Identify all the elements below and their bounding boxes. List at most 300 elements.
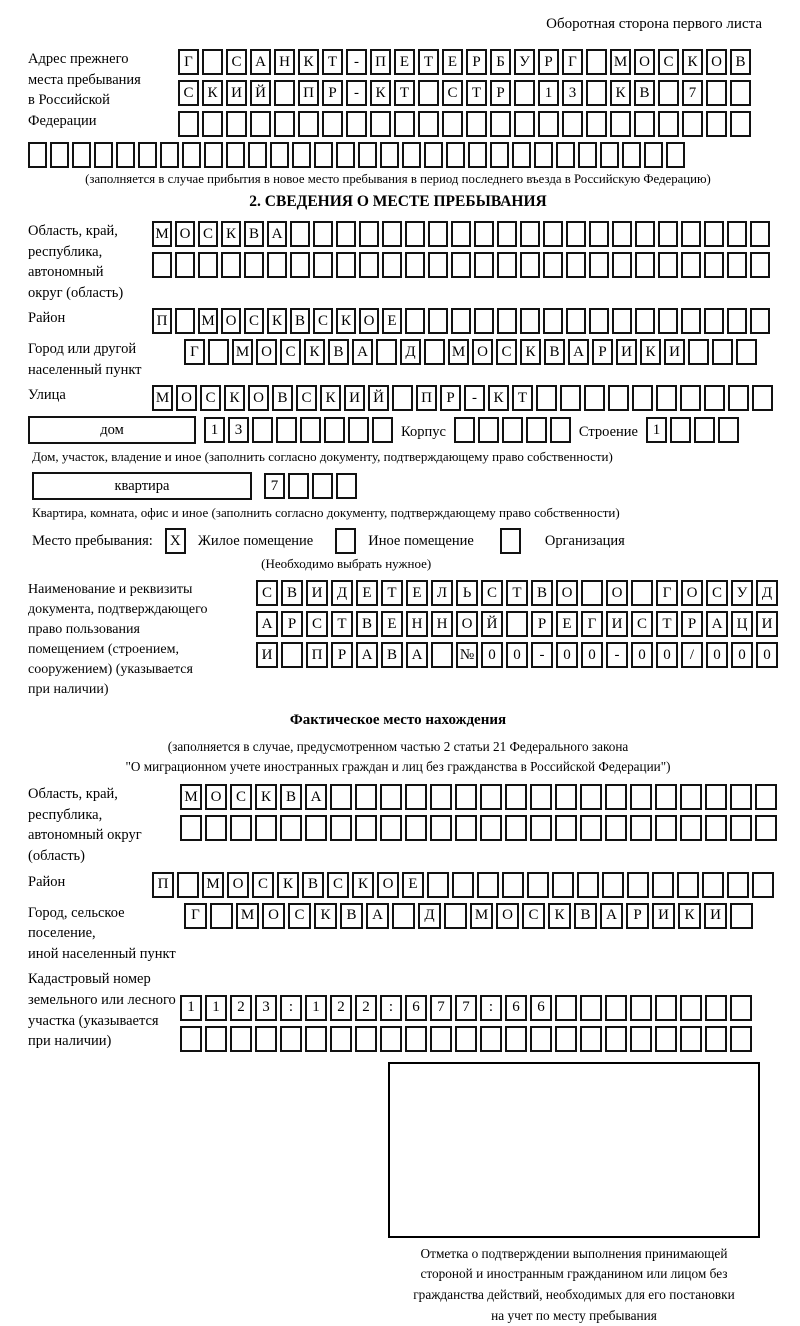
char-cell: Р	[466, 49, 487, 75]
char-cell	[305, 815, 327, 841]
char-cell	[520, 221, 540, 247]
char-cell: Г	[581, 611, 603, 637]
char-cell	[497, 252, 517, 278]
char-cell: 7	[264, 473, 285, 499]
actual-region-row-2	[180, 815, 777, 841]
char-cell	[312, 473, 333, 499]
char-cell	[630, 1026, 652, 1052]
char-cell	[580, 784, 602, 810]
char-cell	[530, 784, 552, 810]
char-cell: С	[178, 80, 199, 106]
char-cell	[451, 221, 471, 247]
char-cell	[658, 308, 678, 334]
char-cell	[468, 142, 487, 168]
char-cell: Е	[356, 580, 378, 606]
char-cell	[704, 221, 724, 247]
char-cell: В	[634, 80, 655, 106]
char-cell	[670, 417, 691, 443]
char-cell	[480, 815, 502, 841]
char-cell	[727, 252, 747, 278]
char-cell: Е	[394, 49, 415, 75]
char-cell: А	[250, 49, 271, 75]
char-cell	[605, 784, 627, 810]
char-cell	[355, 784, 377, 810]
char-cell: Р	[440, 385, 461, 411]
char-cell	[580, 815, 602, 841]
char-cell: С	[288, 903, 311, 929]
char-cell	[750, 221, 770, 247]
char-cell: О	[496, 903, 519, 929]
district-label: Район	[28, 310, 66, 327]
char-cell: И	[226, 80, 247, 106]
char-cell	[555, 1026, 577, 1052]
char-cell: К	[678, 903, 701, 929]
korpus-grid	[454, 417, 571, 443]
char-cell	[208, 339, 229, 365]
char-cell	[427, 872, 449, 898]
char-cell: К	[314, 903, 337, 929]
house-type-box: дом	[28, 416, 196, 444]
char-cell: 6	[405, 995, 427, 1021]
char-cell	[534, 142, 553, 168]
char-cell: О	[175, 221, 195, 247]
district-block	[28, 308, 768, 334]
char-cell: О	[606, 580, 628, 606]
char-cell	[221, 252, 241, 278]
actual-city-label: Город, сельское поселение, иной населенный пункт	[28, 904, 176, 962]
char-cell: В	[328, 339, 349, 365]
city-label: Город или другой населенный пункт	[28, 341, 142, 378]
region-block	[28, 221, 768, 303]
document-grid	[256, 580, 778, 668]
char-cell	[755, 784, 777, 810]
char-cell: Б	[490, 49, 511, 75]
char-cell	[274, 111, 295, 137]
char-cell	[655, 815, 677, 841]
char-cell	[380, 815, 402, 841]
char-cell	[656, 385, 677, 411]
char-cell: К	[548, 903, 571, 929]
char-cell: Р	[538, 49, 559, 75]
char-cell	[727, 221, 747, 247]
char-cell: О	[681, 580, 703, 606]
char-cell: И	[306, 580, 328, 606]
char-cell	[555, 995, 577, 1021]
residence-option-organization-label: Организация	[544, 532, 625, 549]
char-cell	[631, 580, 653, 606]
char-cell: К	[370, 80, 391, 106]
char-cell	[543, 221, 563, 247]
char-cell: О	[205, 784, 227, 810]
char-cell: О	[456, 611, 478, 637]
char-cell: О	[634, 49, 655, 75]
char-cell	[566, 308, 586, 334]
actual-region-label: Область, край, республика, автономный округ (область)	[28, 786, 142, 865]
actual-region-grid	[180, 784, 777, 841]
char-cell	[490, 111, 511, 137]
char-cell	[454, 417, 475, 443]
char-cell	[405, 784, 427, 810]
previous-address-row-1	[178, 49, 751, 75]
char-cell	[72, 142, 91, 168]
char-cell	[336, 473, 357, 499]
char-cell	[543, 252, 563, 278]
char-cell: Й	[250, 80, 271, 106]
region-label: Область, край, республика, автономный округ (область)	[28, 223, 124, 301]
char-cell	[520, 252, 540, 278]
char-cell	[359, 252, 379, 278]
char-cell: С	[313, 308, 333, 334]
char-cell: 0	[656, 642, 678, 668]
char-cell	[355, 1026, 377, 1052]
char-cell: А	[406, 642, 428, 668]
char-cell: И	[704, 903, 727, 929]
confirmation-stamp-note: Отметка о подтверждении выполнения принимающей стороной и иностранным гражданином или лицом без гражданства действий, необходимых для его постановки на учет по месту пребывания	[413, 1245, 735, 1323]
actual-location-title: Фактическое место нахождения	[289, 711, 507, 728]
char-cell	[680, 1026, 702, 1052]
char-cell: С	[226, 49, 247, 75]
char-cell	[336, 252, 356, 278]
char-cell	[730, 784, 752, 810]
char-cell: А	[352, 339, 373, 365]
char-cell: 0	[481, 642, 503, 668]
char-cell	[530, 1026, 552, 1052]
char-cell: 0	[731, 642, 753, 668]
char-cell: 2	[355, 995, 377, 1021]
char-cell	[704, 385, 725, 411]
char-cell: С	[327, 872, 349, 898]
char-cell	[577, 872, 599, 898]
char-cell	[704, 252, 724, 278]
char-cell	[204, 142, 223, 168]
char-cell	[230, 815, 252, 841]
char-cell: 0	[581, 642, 603, 668]
char-cell: М	[610, 49, 631, 75]
char-cell: В	[544, 339, 565, 365]
char-cell	[658, 221, 678, 247]
char-cell: Т	[418, 49, 439, 75]
char-cell	[578, 142, 597, 168]
char-cell	[230, 1026, 252, 1052]
char-cell	[138, 142, 157, 168]
char-cell	[602, 872, 624, 898]
char-cell: Р	[626, 903, 649, 929]
residence-option-dwelling-label: Жилое помещение	[197, 532, 314, 549]
char-cell	[612, 221, 632, 247]
char-cell: С	[244, 308, 264, 334]
char-cell	[644, 142, 663, 168]
char-cell	[694, 417, 715, 443]
char-cell: Г	[178, 49, 199, 75]
char-cell	[382, 252, 402, 278]
char-cell	[474, 221, 494, 247]
char-cell	[405, 221, 425, 247]
char-cell: И	[344, 385, 365, 411]
char-cell: 1	[204, 417, 225, 443]
char-cell	[552, 872, 574, 898]
char-cell	[252, 417, 273, 443]
char-cell: К	[336, 308, 356, 334]
char-cell	[730, 1026, 752, 1052]
char-cell: :	[280, 995, 302, 1021]
char-cell	[634, 111, 655, 137]
char-cell: О	[227, 872, 249, 898]
char-cell: У	[731, 580, 753, 606]
char-cell: В	[356, 611, 378, 637]
char-cell: С	[256, 580, 278, 606]
char-cell	[270, 142, 289, 168]
char-cell: Ц	[731, 611, 753, 637]
char-cell	[536, 385, 557, 411]
char-cell: Ь	[456, 580, 478, 606]
previous-address-note: (заполняется в случае прибытия в новое место пребывания в период последнего въезда в Российскую Федерацию)	[85, 172, 711, 186]
char-cell: Р	[281, 611, 303, 637]
house-number-grid	[204, 417, 393, 443]
page-header: Оборотная сторона первого листа	[546, 16, 762, 32]
char-cell: К	[304, 339, 325, 365]
char-cell	[705, 815, 727, 841]
char-cell	[330, 784, 352, 810]
char-cell	[655, 1026, 677, 1052]
apartment-row	[28, 472, 768, 500]
actual-district-label: Район	[28, 873, 66, 890]
char-cell	[589, 308, 609, 334]
char-cell	[346, 111, 367, 137]
char-cell: П	[298, 80, 319, 106]
char-cell	[630, 784, 652, 810]
char-cell	[244, 252, 264, 278]
char-cell	[430, 1026, 452, 1052]
apartment-type-box: квартира	[32, 472, 252, 500]
city-block	[28, 339, 768, 380]
confirmation-stamp-box	[388, 1062, 760, 1238]
char-cell: Н	[406, 611, 428, 637]
char-cell	[424, 142, 443, 168]
char-cell: Д	[418, 903, 441, 929]
char-cell	[313, 252, 333, 278]
char-cell: Т	[512, 385, 533, 411]
char-cell	[681, 221, 701, 247]
char-cell	[444, 903, 467, 929]
char-cell: Н	[274, 49, 295, 75]
char-cell	[632, 385, 653, 411]
char-cell: 6	[505, 995, 527, 1021]
char-cell: К	[277, 872, 299, 898]
char-cell	[336, 142, 355, 168]
char-cell	[372, 417, 393, 443]
char-cell	[512, 142, 531, 168]
char-cell: П	[152, 308, 172, 334]
char-cell: О	[556, 580, 578, 606]
char-cell: В	[302, 872, 324, 898]
char-cell: Г	[184, 903, 207, 929]
char-cell	[298, 111, 319, 137]
char-cell	[584, 385, 605, 411]
char-cell: М	[236, 903, 259, 929]
document-block	[28, 580, 773, 699]
char-cell: М	[448, 339, 469, 365]
char-cell: Д	[400, 339, 421, 365]
actual-region-block	[28, 784, 768, 866]
char-cell	[688, 339, 709, 365]
char-cell: О	[706, 49, 727, 75]
char-cell: :	[380, 995, 402, 1021]
char-cell: П	[306, 642, 328, 668]
char-cell	[752, 385, 773, 411]
char-cell	[502, 872, 524, 898]
char-cell: И	[664, 339, 685, 365]
char-cell	[314, 142, 333, 168]
char-cell	[380, 142, 399, 168]
char-cell: 1	[646, 417, 667, 443]
char-cell	[250, 111, 271, 137]
previous-address-block	[28, 49, 768, 137]
char-cell	[198, 252, 218, 278]
char-cell: С	[631, 611, 653, 637]
char-cell: К	[298, 49, 319, 75]
char-cell: С	[230, 784, 252, 810]
char-cell	[727, 872, 749, 898]
char-cell	[755, 815, 777, 841]
char-cell	[750, 252, 770, 278]
char-cell: И	[256, 642, 278, 668]
char-cell	[581, 580, 603, 606]
char-cell: О	[359, 308, 379, 334]
char-cell	[424, 339, 445, 365]
char-cell: -	[464, 385, 485, 411]
char-cell	[370, 111, 391, 137]
char-cell	[202, 49, 223, 75]
document-label: Наименование и реквизиты документа, подтверждающего право пользования помещением (строением, сооружением) (указывается при наличии)	[28, 582, 208, 697]
char-cell: П	[370, 49, 391, 75]
document-row-1	[256, 580, 778, 606]
char-cell: /	[681, 642, 703, 668]
char-cell: 1	[205, 995, 227, 1021]
char-cell	[752, 872, 774, 898]
char-cell: А	[305, 784, 327, 810]
char-cell: Т	[466, 80, 487, 106]
char-cell	[455, 1026, 477, 1052]
char-cell: 0	[706, 642, 728, 668]
char-cell	[556, 142, 575, 168]
char-cell	[680, 995, 702, 1021]
char-cell	[205, 815, 227, 841]
region-row-2	[152, 252, 770, 278]
char-cell: И	[652, 903, 675, 929]
char-cell	[712, 339, 733, 365]
house-note: Дом, участок, владение и иное (заполнить согласно документу, подтверждающему право собственности)	[32, 449, 613, 465]
char-cell: Т	[394, 80, 415, 106]
char-cell	[430, 784, 452, 810]
char-cell	[555, 815, 577, 841]
char-cell	[430, 815, 452, 841]
char-cell: Р	[592, 339, 613, 365]
char-cell: О	[472, 339, 493, 365]
char-cell: Е	[442, 49, 463, 75]
stroenie-label: Строение	[578, 423, 638, 440]
char-cell	[586, 49, 607, 75]
char-cell: Е	[382, 308, 402, 334]
char-cell	[680, 385, 701, 411]
char-cell	[658, 80, 679, 106]
char-cell: С	[200, 385, 221, 411]
char-cell	[418, 111, 439, 137]
char-cell	[288, 473, 309, 499]
char-cell: 1	[305, 995, 327, 1021]
char-cell	[605, 1026, 627, 1052]
char-cell	[580, 1026, 602, 1052]
char-cell	[750, 308, 770, 334]
char-cell: К	[202, 80, 223, 106]
char-cell	[348, 417, 369, 443]
char-cell	[589, 221, 609, 247]
korpus-label: Корпус	[401, 423, 446, 440]
char-cell: Й	[481, 611, 503, 637]
char-cell: О	[262, 903, 285, 929]
residence-option-other-label: Иное помещение	[368, 532, 474, 549]
char-cell: М	[202, 872, 224, 898]
char-cell	[180, 815, 202, 841]
char-cell	[681, 308, 701, 334]
char-cell	[428, 221, 448, 247]
region-grid	[152, 221, 770, 278]
char-cell	[474, 308, 494, 334]
char-cell: №	[456, 642, 478, 668]
char-cell	[505, 1026, 527, 1052]
char-cell: К	[488, 385, 509, 411]
char-cell: М	[470, 903, 493, 929]
char-cell	[255, 1026, 277, 1052]
char-cell: И	[616, 339, 637, 365]
actual-location-note: (заполняется в случае, предусмотренном частью 2 статьи 21 Федерального закона "О миграционном учете иностранных граждан и лиц без гражданства в Российской Федерации")	[125, 738, 671, 774]
char-cell: 3	[562, 80, 583, 106]
char-cell	[526, 417, 547, 443]
char-cell: А	[706, 611, 728, 637]
char-cell	[255, 815, 277, 841]
char-cell	[477, 872, 499, 898]
char-cell	[455, 784, 477, 810]
char-cell: Р	[490, 80, 511, 106]
char-cell: Д	[331, 580, 353, 606]
char-cell	[580, 995, 602, 1021]
house-row	[28, 416, 768, 444]
char-cell	[480, 784, 502, 810]
char-cell	[705, 995, 727, 1021]
char-cell: К	[255, 784, 277, 810]
char-cell: И	[606, 611, 628, 637]
char-cell	[497, 221, 517, 247]
char-cell	[586, 80, 607, 106]
char-cell	[205, 1026, 227, 1052]
char-cell	[267, 252, 287, 278]
char-cell	[706, 80, 727, 106]
char-cell	[490, 142, 509, 168]
char-cell	[178, 111, 199, 137]
char-cell	[586, 111, 607, 137]
char-cell	[305, 1026, 327, 1052]
char-cell	[730, 995, 752, 1021]
char-cell: -	[531, 642, 553, 668]
char-cell	[175, 308, 195, 334]
cadastral-block	[28, 969, 768, 1051]
char-cell: Т	[322, 49, 343, 75]
char-cell	[704, 308, 724, 334]
char-cell	[358, 142, 377, 168]
char-cell	[474, 252, 494, 278]
char-cell	[446, 142, 465, 168]
residence-type-label: Место пребывания:	[32, 532, 153, 549]
char-cell: Р	[322, 80, 343, 106]
